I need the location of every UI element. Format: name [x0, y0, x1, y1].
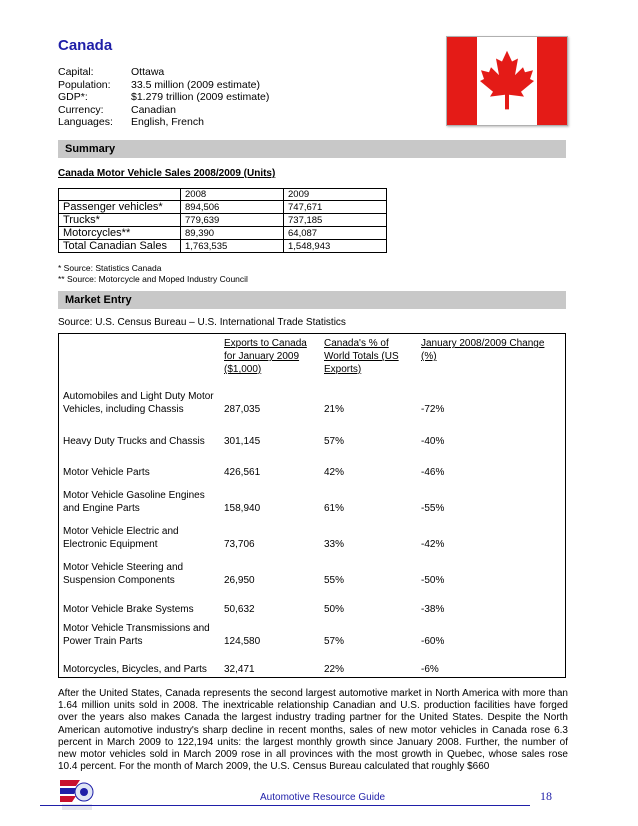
- product-cell: Heavy Duty Trucks and Chassis: [63, 436, 205, 447]
- fact-value: Canadian: [131, 103, 176, 116]
- footnote: * Source: Statistics Canada: [58, 263, 162, 273]
- exports-cell: 124,580: [224, 636, 261, 647]
- fact-value: 33.5 million (2009 estimate): [131, 78, 260, 91]
- fact-row: [58, 79, 269, 92]
- column-header: 2009: [284, 189, 387, 201]
- fact-label: Capital:: [58, 66, 94, 78]
- header-line: Exports): [324, 364, 362, 375]
- exports-cell: 287,035: [224, 404, 261, 415]
- table-row: [59, 487, 565, 515]
- change-cell: -6%: [421, 664, 439, 675]
- table-row: [59, 660, 565, 676]
- product-cell: Motor Vehicle Transmissions and Power Train Parts: [63, 623, 210, 647]
- change-cell: -38%: [421, 604, 445, 615]
- share-cell: 55%: [324, 575, 345, 586]
- header-line: World Totals (US: [324, 351, 399, 362]
- change-cell: -60%: [421, 636, 445, 647]
- product-cell: Motor Vehicle Brake Systems: [63, 604, 194, 615]
- product-cell: Automobiles and Light Duty Motor Vehicles, including Chassis: [63, 391, 214, 415]
- change-cell: -40%: [421, 436, 445, 447]
- share-cell: 22%: [324, 664, 345, 675]
- table-header-row: [59, 189, 387, 201]
- body-paragraph: After the United States, Canada represents the second largest automotive market in North America with more than 1.64 million units sold in 2008. The inextricable relationship Canadian and U.S. production facilities have forged over the years also makes Canada the largest industry trading partner for the United States. Despite the North American automotive industry's sharp decline in recent months, sales of new motor vehicles in Canada rose 6.3 percent in March 2009 to 122,194 units: the largest monthly growth since January 2008. Further, the number of new motor vehicles sold in March 2009 rose in all provinces with the most growth in Quebec, whose sales rose 10.4 percent. For the month of March 2009, the U.S. Census Bureau calculated that roughly $660: [58, 688, 568, 773]
- fact-label: Currency:: [58, 103, 104, 116]
- table-row: [59, 227, 387, 240]
- table-footnotes: [58, 263, 248, 285]
- share-cell: 57%: [324, 636, 345, 647]
- product-cell: Motor Vehicle Electric and Electronic Equipment: [63, 526, 179, 550]
- exports-cell: 73,706: [224, 539, 255, 550]
- row-label: Total Canadian Sales: [59, 240, 181, 253]
- table-row: [59, 559, 565, 587]
- cell-2008: 894,506: [181, 201, 284, 214]
- exports-column-header: [224, 337, 307, 376]
- table-row: [59, 214, 387, 227]
- canada-flag-icon: [446, 36, 568, 126]
- exports-cell: 32,471: [224, 664, 255, 675]
- cell-2009: 737,185: [284, 214, 387, 227]
- fact-value: English, French: [131, 116, 204, 129]
- header-line: (%): [421, 351, 437, 362]
- sales-table-title: Canada Motor Vehicle Sales 2008/2009 (Units): [58, 168, 276, 179]
- market-entry-section-header: Market Entry: [58, 291, 566, 309]
- fact-label: Population:: [58, 78, 111, 91]
- header-line: Exports to Canada: [224, 338, 307, 349]
- table-row: [59, 432, 565, 448]
- trade-table: [58, 333, 566, 678]
- product-cell: Motor Vehicle Gasoline Engines and Engine Parts: [63, 490, 205, 514]
- table-row: [59, 240, 387, 253]
- table-corner-cell: [59, 189, 181, 201]
- table-row: [59, 620, 565, 648]
- product-cell: Motorcycles, Bicycles, and Parts: [63, 664, 207, 675]
- footer-rule: [40, 805, 530, 806]
- change-cell: -50%: [421, 575, 445, 586]
- header-line: for January 2009: [224, 351, 300, 362]
- exports-cell: 50,632: [224, 604, 255, 615]
- page-number: 18: [540, 789, 552, 803]
- fact-value: Ottawa: [131, 66, 165, 78]
- cell-2008: 89,390: [181, 227, 284, 240]
- share-cell: 50%: [324, 604, 345, 615]
- share-cell: 33%: [324, 539, 345, 550]
- fact-row: [58, 104, 269, 117]
- cell-2008: 779,639: [181, 214, 284, 227]
- share-cell: 57%: [324, 436, 345, 447]
- change-column-header: [421, 337, 544, 363]
- change-cell: -42%: [421, 539, 445, 550]
- row-label: Motorcycles**: [59, 227, 181, 240]
- fact-row: [58, 116, 269, 129]
- table-row: [59, 600, 565, 616]
- fact-label: Languages:: [58, 116, 113, 129]
- exports-cell: 158,940: [224, 503, 261, 514]
- row-label: Trucks*: [59, 214, 181, 227]
- share-cell: 61%: [324, 503, 345, 514]
- exports-cell: 26,950: [224, 575, 255, 586]
- summary-section-header: Summary: [58, 140, 566, 158]
- share-cell: 21%: [324, 404, 345, 415]
- share-cell: 42%: [324, 467, 345, 478]
- exports-cell: 426,561: [224, 467, 261, 478]
- cell-2009: 747,671: [284, 201, 387, 214]
- column-header: 2008: [181, 189, 284, 201]
- share-column-header: [324, 337, 399, 376]
- cell-2008: 1,763,535: [181, 240, 284, 253]
- page-title: Canada: [58, 37, 113, 54]
- fact-row: [58, 91, 269, 104]
- header-line: January 2008/2009 Change: [421, 338, 545, 349]
- table-row: [59, 463, 565, 479]
- product-cell: Motor Vehicle Parts: [63, 467, 150, 478]
- department-seal-icon: [56, 774, 98, 812]
- header-line: ($1,000): [224, 364, 262, 375]
- sales-table: [58, 188, 387, 253]
- fact-value: $1.279 trillion (2009 estimate): [131, 91, 270, 104]
- cell-2009: 1,548,943: [284, 240, 387, 253]
- fact-row: [58, 66, 269, 79]
- footer-title: Automotive Resource Guide: [260, 792, 386, 803]
- header-line: Canada's % of: [324, 338, 389, 349]
- table-row: [59, 523, 565, 551]
- source-line: Source: U.S. Census Bureau – U.S. International Trade Statistics: [58, 317, 346, 328]
- country-facts: [58, 66, 269, 129]
- change-cell: -46%: [421, 467, 445, 478]
- change-cell: -55%: [421, 503, 445, 514]
- exports-cell: 301,145: [224, 436, 261, 447]
- cell-2009: 64,087: [284, 227, 387, 240]
- product-cell: Motor Vehicle Steering and Suspension Components: [63, 562, 184, 586]
- row-label: Passenger vehicles*: [59, 201, 181, 214]
- fact-label: GDP*:: [58, 91, 88, 104]
- change-cell: -72%: [421, 404, 445, 415]
- table-row: [59, 374, 565, 416]
- footnote: ** Source: Motorcycle and Moped Industry Council: [58, 274, 248, 284]
- table-row: [59, 201, 387, 214]
